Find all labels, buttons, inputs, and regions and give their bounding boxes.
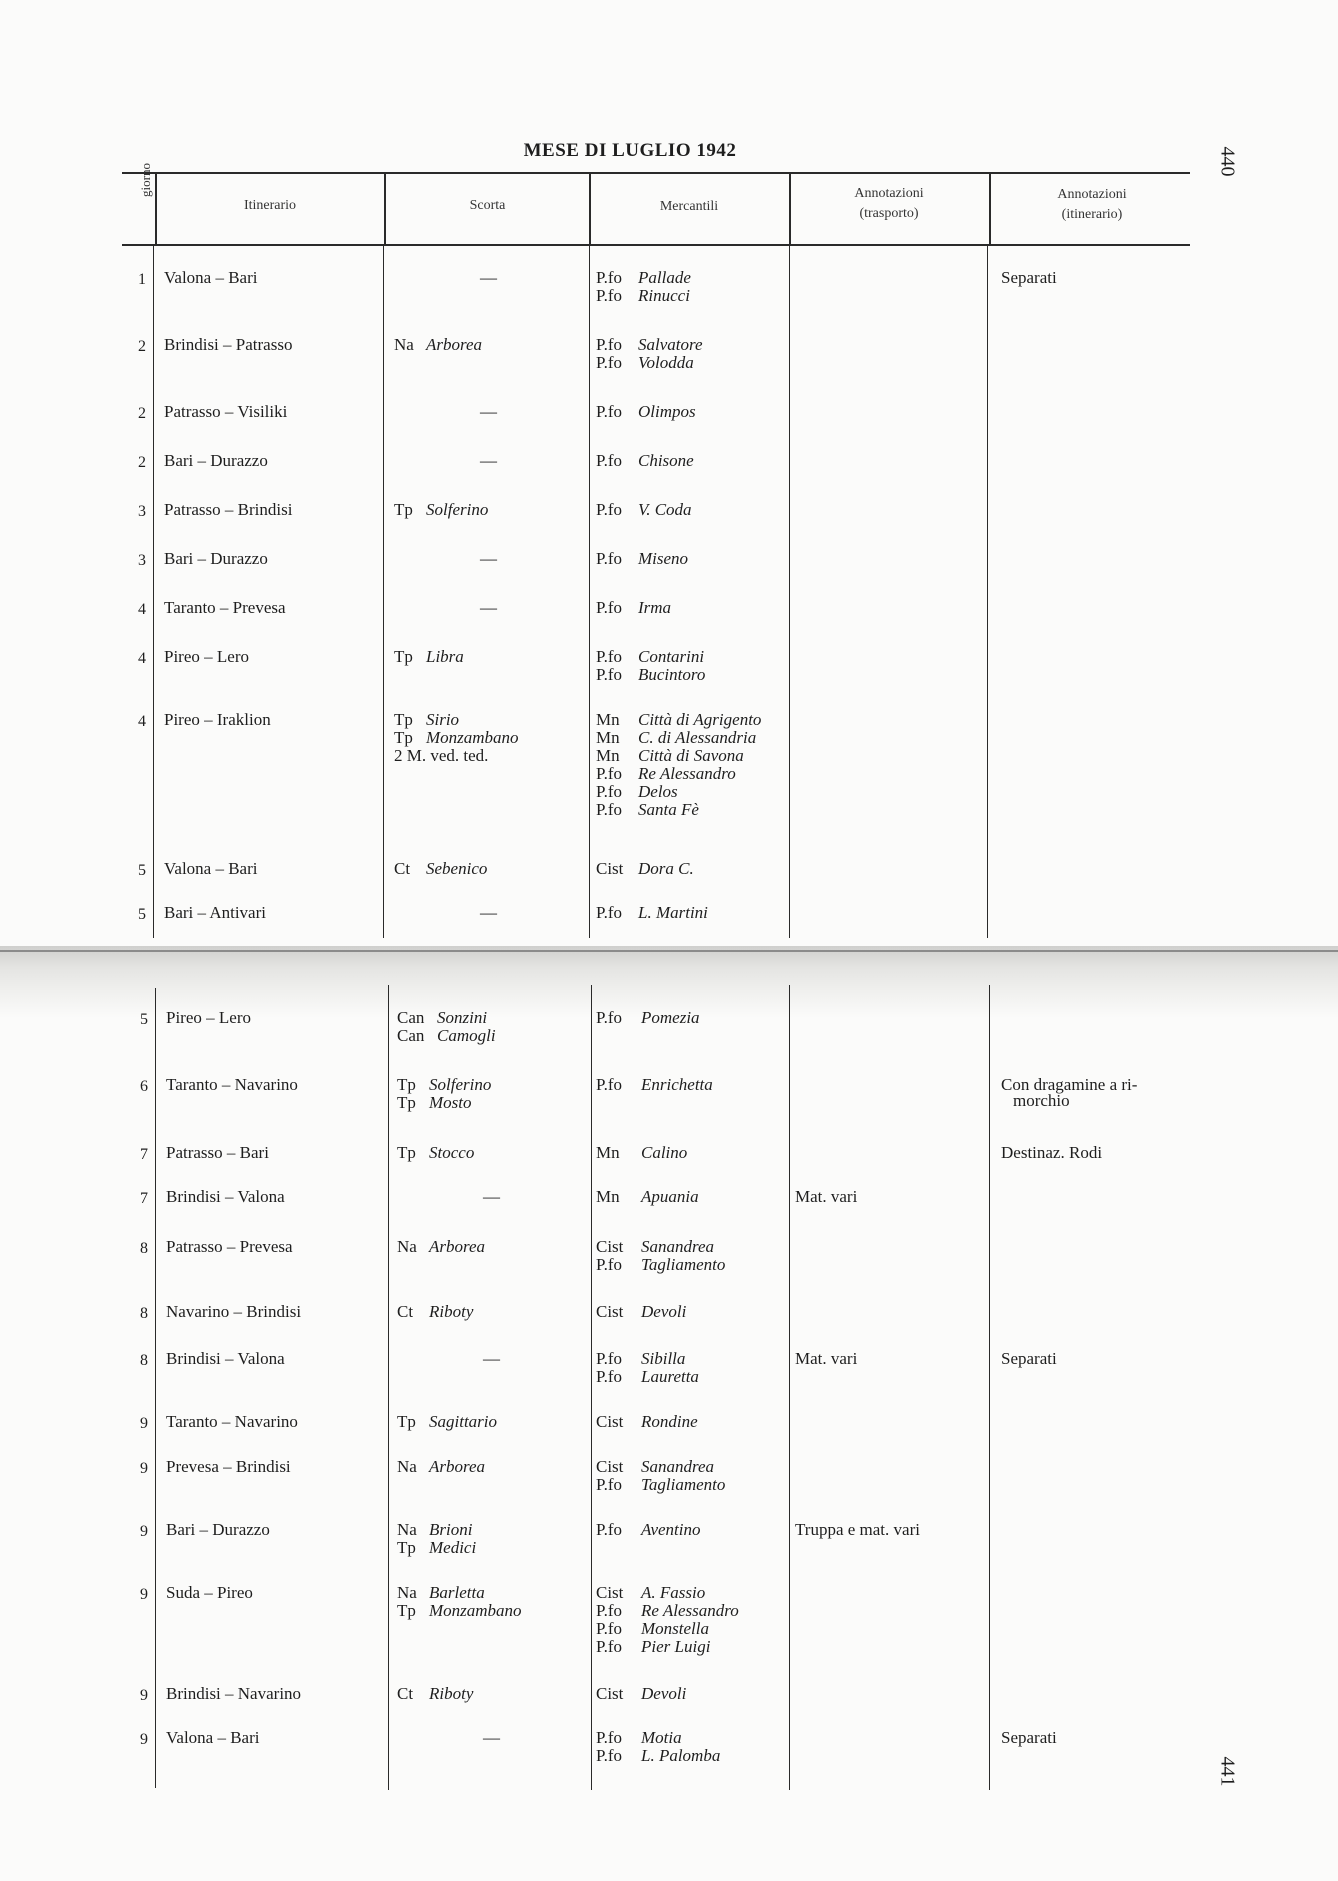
row-merchant-name: L. Palomba: [641, 1746, 721, 1765]
row-day: 1: [138, 271, 146, 288]
column-rule: [388, 985, 389, 1790]
page-title: MESE DI LUGLIO 1942: [523, 140, 737, 161]
row-route: Pireo – Lero: [164, 647, 249, 666]
row-escort-type: Tp: [394, 728, 413, 747]
row-note-trasporto: Mat. vari: [795, 1349, 858, 1368]
row-day: 3: [138, 552, 146, 569]
col-header-scorta: Scorta: [469, 198, 506, 213]
row-merchant-type: P.fo: [596, 1475, 622, 1494]
row-merchant-type: Mn: [596, 728, 620, 747]
row-day: 2: [138, 454, 146, 471]
column-rule: [589, 244, 590, 938]
column-rule: [591, 985, 592, 1790]
row-route: Prevesa – Brindisi: [166, 1457, 291, 1476]
row-merchant-name: Rondine: [641, 1412, 698, 1431]
row-day: 7: [140, 1146, 148, 1163]
row-escort-type: Na: [397, 1237, 417, 1256]
row-merchant-type: P.fo: [596, 549, 622, 568]
row-note-itinerario-cont: morchio: [1013, 1091, 1070, 1110]
row-route: Brindisi – Patrasso: [164, 335, 293, 354]
row-merchant-name: Rinucci: [638, 286, 690, 305]
row-escort-type: Ct: [397, 1302, 414, 1321]
row-escort-type: Ct: [394, 859, 411, 878]
row-merchant-type: Cist: [596, 1412, 624, 1431]
row-route: Bari – Durazzo: [166, 1520, 270, 1539]
row-day: 5: [138, 906, 146, 923]
row-route: Bari – Durazzo: [164, 549, 268, 568]
header-divider: [989, 172, 991, 244]
row-route: Patrasso – Brindisi: [164, 500, 293, 519]
row-day: 3: [138, 503, 146, 520]
row-day: 4: [138, 650, 146, 667]
row-merchant-type: Cist: [596, 1684, 624, 1703]
row-note-trasporto: Mat. vari: [795, 1187, 858, 1206]
row-merchant-type: Mn: [596, 1187, 620, 1206]
row-merchant-type: P.fo: [596, 665, 622, 684]
row-day: 6: [140, 1078, 148, 1095]
row-route: Patrasso – Visiliki: [164, 402, 288, 421]
row-merchant-name: Devoli: [641, 1302, 687, 1321]
row-merchant-type: P.fo: [596, 647, 622, 666]
row-merchant-name: Sibilla: [641, 1349, 686, 1368]
row-day: 9: [140, 1586, 148, 1603]
col-header-itinerario: Itinerario: [243, 198, 297, 213]
row-route: Patrasso – Bari: [166, 1143, 269, 1162]
row-merchant-name: Dora C.: [638, 859, 694, 878]
row-merchant-name: Aventino: [641, 1520, 701, 1539]
row-merchant-type: P.fo: [596, 1728, 622, 1747]
row-merchant-type: Cist: [596, 1457, 624, 1476]
row-escort-none: —: [480, 598, 497, 617]
row-merchant-type: Mn: [596, 1143, 620, 1162]
row-escort-type: Tp: [397, 1093, 416, 1112]
col-header-giorno: giorno: [138, 163, 153, 197]
row-escort-type: Tp: [397, 1601, 416, 1620]
row-route: Valona – Bari: [164, 859, 258, 878]
row-escort-name: Solferino: [426, 500, 489, 519]
row-escort-name: Sirio: [426, 710, 460, 729]
row-escort-type: Tp: [394, 500, 413, 519]
row-day: 7: [140, 1190, 148, 1207]
row-escort-none: —: [483, 1728, 500, 1747]
row-merchant-name: Monstella: [641, 1619, 709, 1638]
row-merchant-type: Cist: [596, 859, 624, 878]
row-route: Pireo – Lero: [166, 1008, 251, 1027]
row-merchant-type: P.fo: [596, 268, 622, 287]
row-escort-type: Na: [397, 1583, 417, 1602]
row-merchant-type: P.fo: [596, 1367, 622, 1386]
row-day: 9: [140, 1523, 148, 1540]
row-merchant-type: P.fo: [596, 402, 622, 421]
row-day: 2: [138, 338, 146, 355]
row-merchant-name: Salvatore: [638, 335, 703, 354]
row-escort-none: —: [480, 451, 497, 470]
row-escort-name: Monzambano: [426, 728, 519, 747]
row-escort-name: Brioni: [429, 1520, 473, 1539]
row-escort-type: Can: [397, 1008, 425, 1027]
row-escort-type: Tp: [394, 647, 413, 666]
page-fold-line: [0, 950, 1338, 952]
row-route: Brindisi – Valona: [166, 1349, 285, 1368]
row-merchant-name: Motia: [641, 1728, 682, 1747]
row-escort-none: —: [480, 402, 497, 421]
row-merchant-type: Mn: [596, 710, 620, 729]
row-escort-none: —: [480, 268, 497, 287]
row-escort-none: —: [483, 1349, 500, 1368]
row-merchant-type: P.fo: [596, 782, 622, 801]
row-merchant-name: Chisone: [638, 451, 694, 470]
row-merchant-type: P.fo: [596, 451, 622, 470]
row-merchant-name: Pomezia: [641, 1008, 700, 1027]
row-route: Patrasso – Prevesa: [166, 1237, 293, 1256]
column-rule: [987, 244, 988, 938]
row-merchant-name: Re Alessandro: [641, 1601, 739, 1620]
row-merchant-type: Cist: [596, 1583, 624, 1602]
row-route: Bari – Durazzo: [164, 451, 268, 470]
row-route: Brindisi – Valona: [166, 1187, 285, 1206]
row-escort-name: Barletta: [429, 1583, 485, 1602]
column-rule: [153, 244, 154, 938]
header-divider: [789, 172, 791, 244]
row-merchant-name: Pier Luigi: [641, 1637, 711, 1656]
row-note-trasporto: Truppa e mat. vari: [795, 1520, 920, 1539]
row-merchant-type: P.fo: [596, 1746, 622, 1765]
row-escort-type: Tp: [394, 710, 413, 729]
row-day: 9: [140, 1415, 148, 1432]
row-note-itinerario: Separati: [1001, 1728, 1057, 1747]
column-rule: [789, 244, 790, 938]
row-escort-type: 2 M. ved. ted.: [394, 746, 489, 765]
row-merchant-type: Cist: [596, 1237, 624, 1256]
row-escort-none: —: [480, 549, 497, 568]
page-number-top: 440: [1216, 146, 1239, 177]
row-escort-name: Sagittario: [429, 1412, 498, 1431]
row-merchant-name: Città di Savona: [638, 746, 744, 765]
row-route: Valona – Bari: [164, 268, 258, 287]
row-merchant-name: Contarini: [638, 647, 705, 666]
row-merchant-name: L. Martini: [638, 903, 708, 922]
row-escort-name: Sonzini: [437, 1008, 488, 1027]
row-escort-type: Tp: [397, 1143, 416, 1162]
row-merchant-name: Pallade: [638, 268, 691, 287]
row-escort-name: Solferino: [429, 1075, 492, 1094]
row-merchant-name: V. Coda: [638, 500, 692, 519]
column-rule: [789, 985, 790, 1790]
page-number-bottom: 441: [1216, 1756, 1239, 1787]
row-escort-name: Mosto: [429, 1093, 472, 1112]
row-day: 5: [138, 862, 146, 879]
row-day: 4: [138, 713, 146, 730]
col-header-annotazioni-trasporto: Annotazioni (trasporto): [854, 186, 924, 221]
row-merchant-name: Olimpos: [638, 402, 696, 421]
row-escort-name: Arborea: [429, 1457, 486, 1476]
row-escort-name: Riboty: [429, 1684, 474, 1703]
col-header-mercantili: Mercantili: [659, 199, 719, 214]
row-escort-type: Tp: [397, 1075, 416, 1094]
row-merchant-type: P.fo: [596, 353, 622, 372]
row-note-itinerario: Destinaz. Rodi: [1001, 1143, 1103, 1162]
row-route: Pireo – Iraklion: [164, 710, 271, 729]
row-route: Brindisi – Navarino: [166, 1684, 302, 1703]
row-merchant-name: Santa Fè: [638, 800, 699, 819]
row-day: 2: [138, 405, 146, 422]
header-bottom-rule: [122, 244, 1190, 246]
header-top-rule: [122, 172, 1190, 174]
row-merchant-name: Bucintoro: [638, 665, 706, 684]
row-day: 9: [140, 1460, 148, 1477]
row-merchant-type: Mn: [596, 746, 620, 765]
row-note-itinerario: Separati: [1001, 268, 1057, 287]
row-escort-name: Medici: [429, 1538, 477, 1557]
row-merchant-name: Calino: [641, 1143, 688, 1162]
row-day: 8: [140, 1352, 148, 1369]
row-note-itinerario: Con dragamine a ri-: [1001, 1075, 1138, 1094]
row-escort-name: Monzambano: [429, 1601, 522, 1620]
row-escort-name: Sebenico: [426, 859, 488, 878]
row-escort-type: Na: [397, 1520, 417, 1539]
row-escort-type: Na: [397, 1457, 417, 1476]
row-escort-name: Camogli: [437, 1026, 496, 1045]
row-merchant-name: Tagliamento: [641, 1475, 726, 1494]
row-escort-name: Stocco: [429, 1143, 475, 1162]
row-merchant-name: Delos: [638, 782, 678, 801]
row-merchant-name: Lauretta: [641, 1367, 699, 1386]
row-escort-none: —: [483, 1187, 500, 1206]
row-route: Taranto – Navarino: [166, 1412, 298, 1431]
row-escort-type: Can: [397, 1026, 425, 1045]
row-escort-none: —: [480, 903, 497, 922]
row-route: Taranto – Navarino: [166, 1075, 298, 1094]
header-divider: [384, 172, 386, 244]
col-header-annotazioni-itinerario: Annotazioni (itinerario): [1057, 187, 1127, 222]
row-merchant-name: Re Alessandro: [638, 764, 736, 783]
row-merchant-type: P.fo: [596, 598, 622, 617]
column-rule: [155, 988, 156, 1788]
row-merchant-type: P.fo: [596, 286, 622, 305]
row-merchant-name: A. Fassio: [641, 1583, 706, 1602]
row-route: Valona – Bari: [166, 1728, 260, 1747]
row-merchant-type: P.fo: [596, 1349, 622, 1368]
row-merchant-type: P.fo: [596, 1637, 622, 1656]
row-day: 5: [140, 1011, 148, 1028]
row-merchant-type: P.fo: [596, 500, 622, 519]
row-merchant-name: Apuania: [641, 1187, 699, 1206]
row-escort-name: Libra: [426, 647, 464, 666]
column-rule: [383, 244, 384, 938]
row-escort-name: Riboty: [429, 1302, 474, 1321]
row-note-itinerario: Separati: [1001, 1349, 1057, 1368]
row-merchant-name: Miseno: [638, 549, 689, 568]
row-merchant-type: P.fo: [596, 1619, 622, 1638]
row-route: Taranto – Prevesa: [164, 598, 286, 617]
row-escort-type: Tp: [397, 1538, 416, 1557]
row-merchant-name: Tagliamento: [641, 1255, 726, 1274]
row-merchant-name: C. di Alessandria: [638, 728, 757, 747]
row-merchant-type: P.fo: [596, 1008, 622, 1027]
row-merchant-name: Sanandrea: [641, 1237, 715, 1256]
row-merchant-name: Enrichetta: [641, 1075, 713, 1094]
row-escort-name: Arborea: [426, 335, 483, 354]
row-day: 9: [140, 1731, 148, 1748]
row-route: Navarino – Brindisi: [166, 1302, 302, 1321]
column-rule: [989, 985, 990, 1790]
header-divider: [589, 172, 591, 244]
row-day: 9: [140, 1687, 148, 1704]
row-merchant-type: P.fo: [596, 903, 622, 922]
row-route: Bari – Antivari: [164, 903, 266, 922]
row-merchant-type: P.fo: [596, 800, 622, 819]
row-merchant-type: P.fo: [596, 764, 622, 783]
row-escort-name: Arborea: [429, 1237, 486, 1256]
row-route: Suda – Pireo: [166, 1583, 253, 1602]
row-day: 4: [138, 601, 146, 618]
row-merchant-name: Sanandrea: [641, 1457, 715, 1476]
row-merchant-name: Irma: [638, 598, 672, 617]
row-day: 8: [140, 1305, 148, 1322]
row-merchant-type: P.fo: [596, 1075, 622, 1094]
row-merchant-name: Devoli: [641, 1684, 687, 1703]
row-escort-type: Na: [394, 335, 414, 354]
row-merchant-type: P.fo: [596, 1520, 622, 1539]
row-escort-type: Ct: [397, 1684, 414, 1703]
row-merchant-type: P.fo: [596, 335, 622, 354]
row-merchant-type: P.fo: [596, 1255, 622, 1274]
row-escort-type: Tp: [397, 1412, 416, 1431]
row-day: 8: [140, 1240, 148, 1257]
row-merchant-name: Volodda: [638, 353, 694, 372]
row-merchant-name: Città di Agrigento: [638, 710, 762, 729]
row-merchant-type: Cist: [596, 1302, 624, 1321]
row-merchant-type: P.fo: [596, 1601, 622, 1620]
